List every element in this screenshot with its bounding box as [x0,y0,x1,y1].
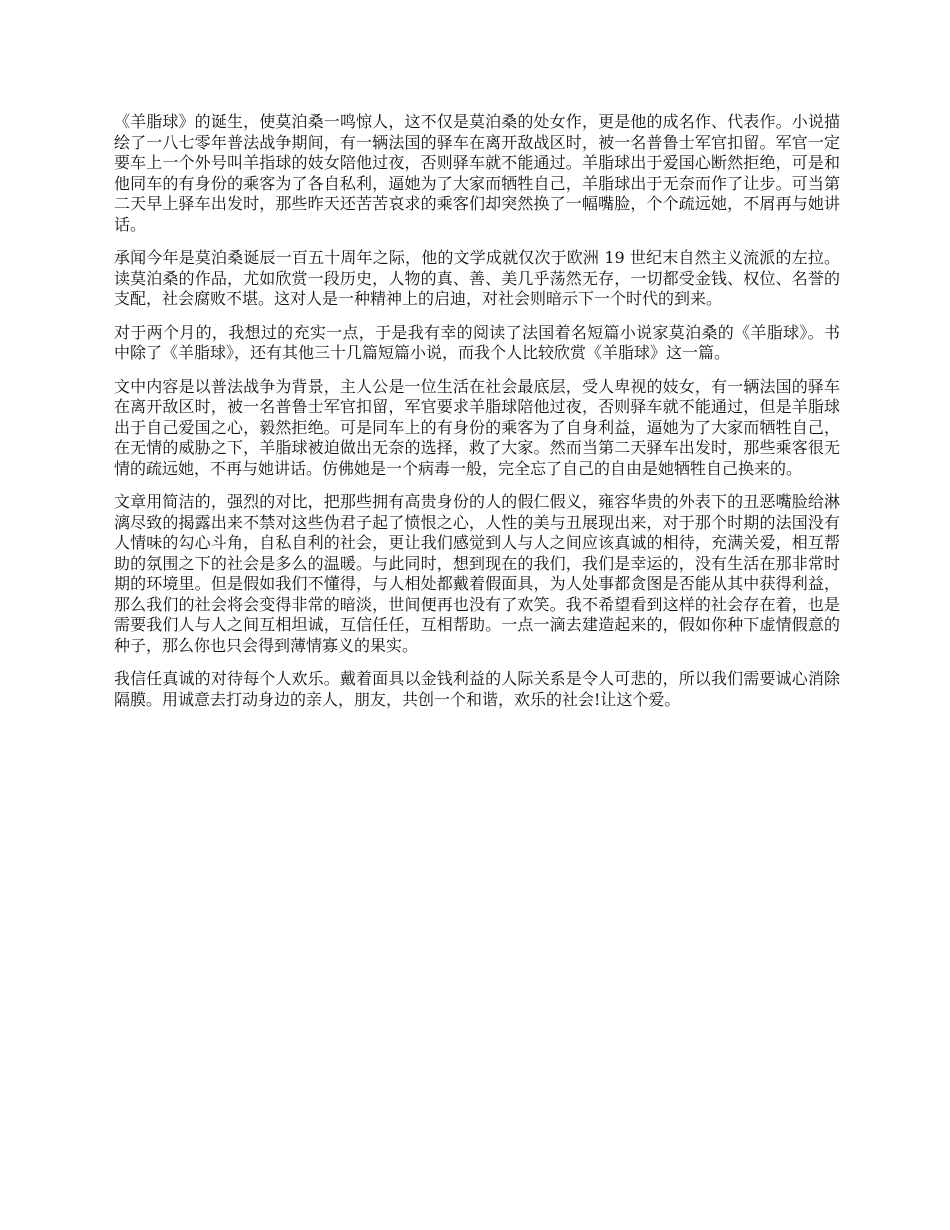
paragraph-4: 文中内容是以普法战争为背景，主人公是一位生活在社会最底层，受人卑视的妓女，有一辆法国的驿车在离开敌区时，被一名普鲁士军官扣留，军官要求羊脂球陪他过夜，否则驿车就不能通过，但是羊脂球出于自己爱国之心，毅然拒绝。可是同车上的有身份的乘客为了自身利益，逼她为了大家而牺牲自己，在无情的威胁之下，羊脂球被迫做出无奈的选择，救了大家。然而当第二天驿车出发时，那些乘客很无情的疏远她，不再与她讲话。仿佛她是一个病毒一般，完全忘了自己的自由是她牺牲自己换来的。 [114,376,840,478]
paragraph-2: 承闻今年是莫泊桑诞辰一百五十周年之际，他的文学成就仅次于欧洲 19 世纪末自然主义流派的左拉。读莫泊桑的作品，尤如欣赏一段历史，人物的真、善、美几乎荡然无存，一切都受金钱、权位、名誉的支配，社会腐败不堪。这对人是一种精神上的启迪，对社会则暗示下一个时代的到来。 [114,248,840,308]
paragraph-3: 对于两个月的，我想过的充实一点，于是我有幸的阅读了法国着名短篇小说家莫泊桑的《羊脂球》。书中除了《羊脂球》，还有其他三十几篇短篇小说，而我个人比较欣赏《羊脂球》这一篇。 [114,322,840,362]
paragraph-5: 文章用简洁的，强烈的对比，把那些拥有高贵身份的人的假仁假义，雍容华贵的外表下的丑恶嘴脸给淋漓尽致的揭露出来不禁对这些伪君子起了愤恨之心，人性的美与丑展现出来，对于那个时期的法国没有人情味的勾心斗角，自私自利的社会，更让我们感觉到人与人之间应该真诚的相待，充满关爱，相互帮助的氛围之下的社会是多么的温暖。与此同时，想到现在的我们，我们是幸运的，没有生活在那非常时期的环境里。但是假如我们不懂得，与人相处都戴着假面具，为人处事都贪图是否能从其中获得利益，那么我们的社会将会变得非常的暗淡，世间便再也没有了欢笑。我不希望看到这样的社会存在着，也是需要我们人与人之间互相坦诚，互信任任，互相帮助。一点一滴去建造起来的，假如你种下虚情假意的种子，那么你也只会得到薄情寡义的果实。 [114,492,840,655]
paragraph-1: 《羊脂球》的诞生，使莫泊桑一鸣惊人，这不仅是莫泊桑的处女作，更是他的成名作、代表作。小说描绘了一八七零年普法战争期间，有一辆法国的驿车在离开敌战区时，被一名普鲁士军官扣留。军官一定要车上一个外号叫羊指球的妓女陪他过夜，否则驿车就不能通过。羊脂球出于爱国心断然拒绝，可是和他同车的有身份的乘客为了各自私利，逼她为了大家而牺牲自己，羊脂球出于无奈而作了让步。可当第二天早上驿车出发时，那些昨天还苦苦哀求的乘客们却突然换了一幅嘴脸，个个疏远她，不屑再与她讲话。 [114,112,840,234]
paragraph-6: 我信任真诚的对待每个人欢乐。戴着面具以金钱利益的人际关系是令人可悲的，所以我们需要诚心消除隔膜。用诚意去打动身边的亲人，朋友，共创一个和谐，欢乐的社会!让这个爱。 [114,669,840,709]
document-body [114,112,840,723]
